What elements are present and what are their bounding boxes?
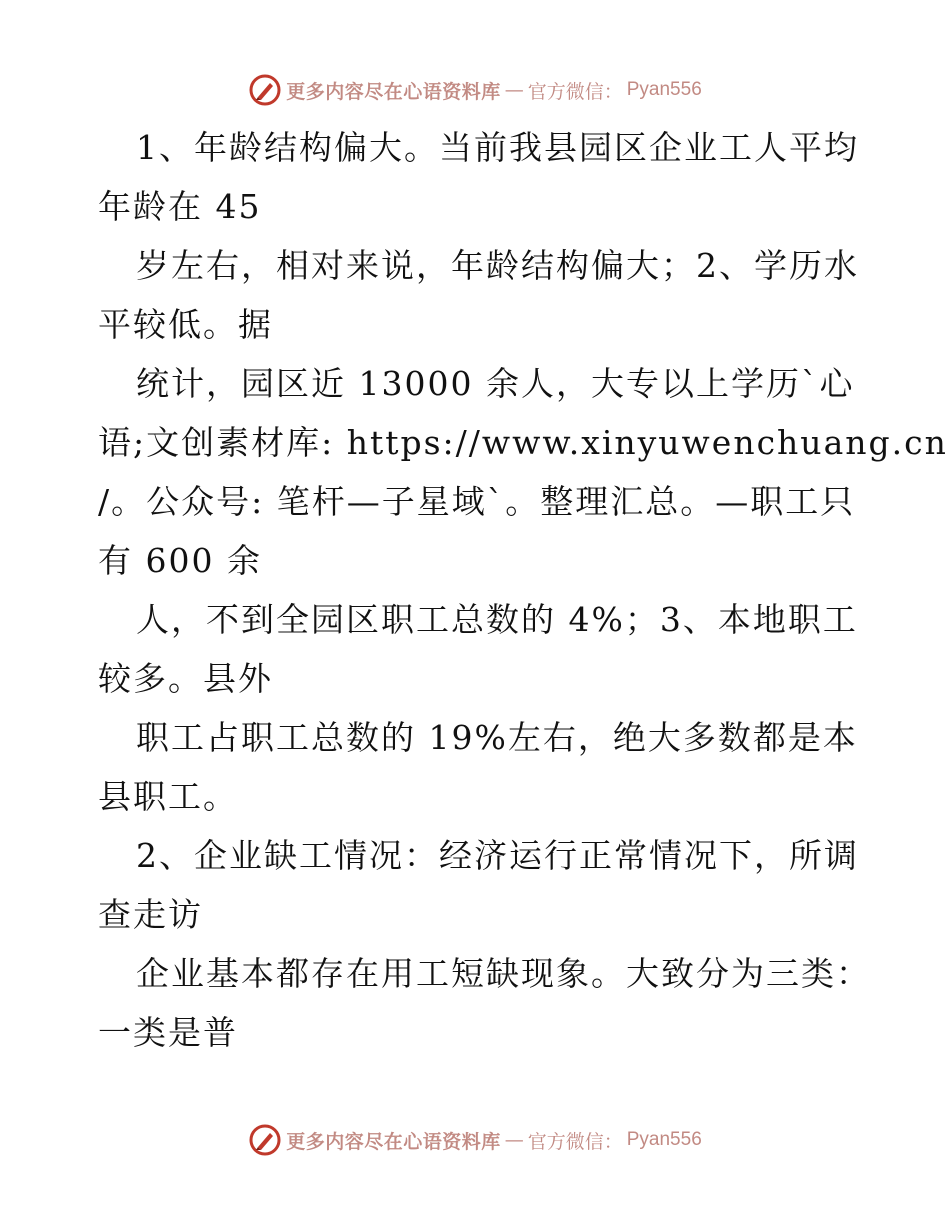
body-line: 查走访 [98,895,203,934]
header-banner-title: 更多内容尽在心语资料库 [286,80,501,103]
body-line: 人，不到全园区职工总数的 4%；3、本地职工 [136,600,858,639]
body-line: 年龄在 45 [98,187,262,226]
footer-banner [0,1120,950,1160]
pen-nib-logo-icon [248,1123,282,1157]
footer-banner-separator: — [504,1129,524,1151]
body-line: 语;文创素材库: https://www.xinyuwenchuang.cn [98,423,948,462]
body-line: /。公众号: 笔杆—子星域`。整理汇总。—职工只 [98,482,856,521]
body-line: 平较低。据 [98,305,273,344]
header-banner-wechat-id: Pyan556 [626,79,702,100]
body-line: 1、年龄结构偏大。当前我县园区企业工人平均 [136,128,859,167]
footer-banner-wechat-label: 官方微信： [527,1130,623,1153]
header-banner-wechat-label: 官方微信： [527,80,623,103]
body-line: 2、企业缺工情况：经济运行正常情况下，所调 [136,836,859,875]
body-line: 岁左右，相对来说，年龄结构偏大；2、学历水 [136,246,859,285]
body-line: 一类是普 [98,1013,238,1052]
body-line: 企业基本都存在用工短缺现象。大致分为三类： [136,954,871,993]
footer-banner-title: 更多内容尽在心语资料库 [286,1130,501,1153]
body-line: 有 600 余 [98,541,262,580]
body-line: 县职工。 [98,777,238,816]
body-line: 统计，园区近 13000 余人，大专以上学历`心 [136,364,855,403]
pen-nib-logo-icon [248,73,282,107]
body-line: 较多。县外 [98,659,273,698]
body-line: 职工占职工总数的 19%左右，绝大多数都是本 [136,718,858,757]
header-banner-separator: — [504,79,524,101]
footer-banner-wechat-id: Pyan556 [626,1129,702,1150]
header-banner [0,70,950,110]
document-body [98,118,948,1062]
